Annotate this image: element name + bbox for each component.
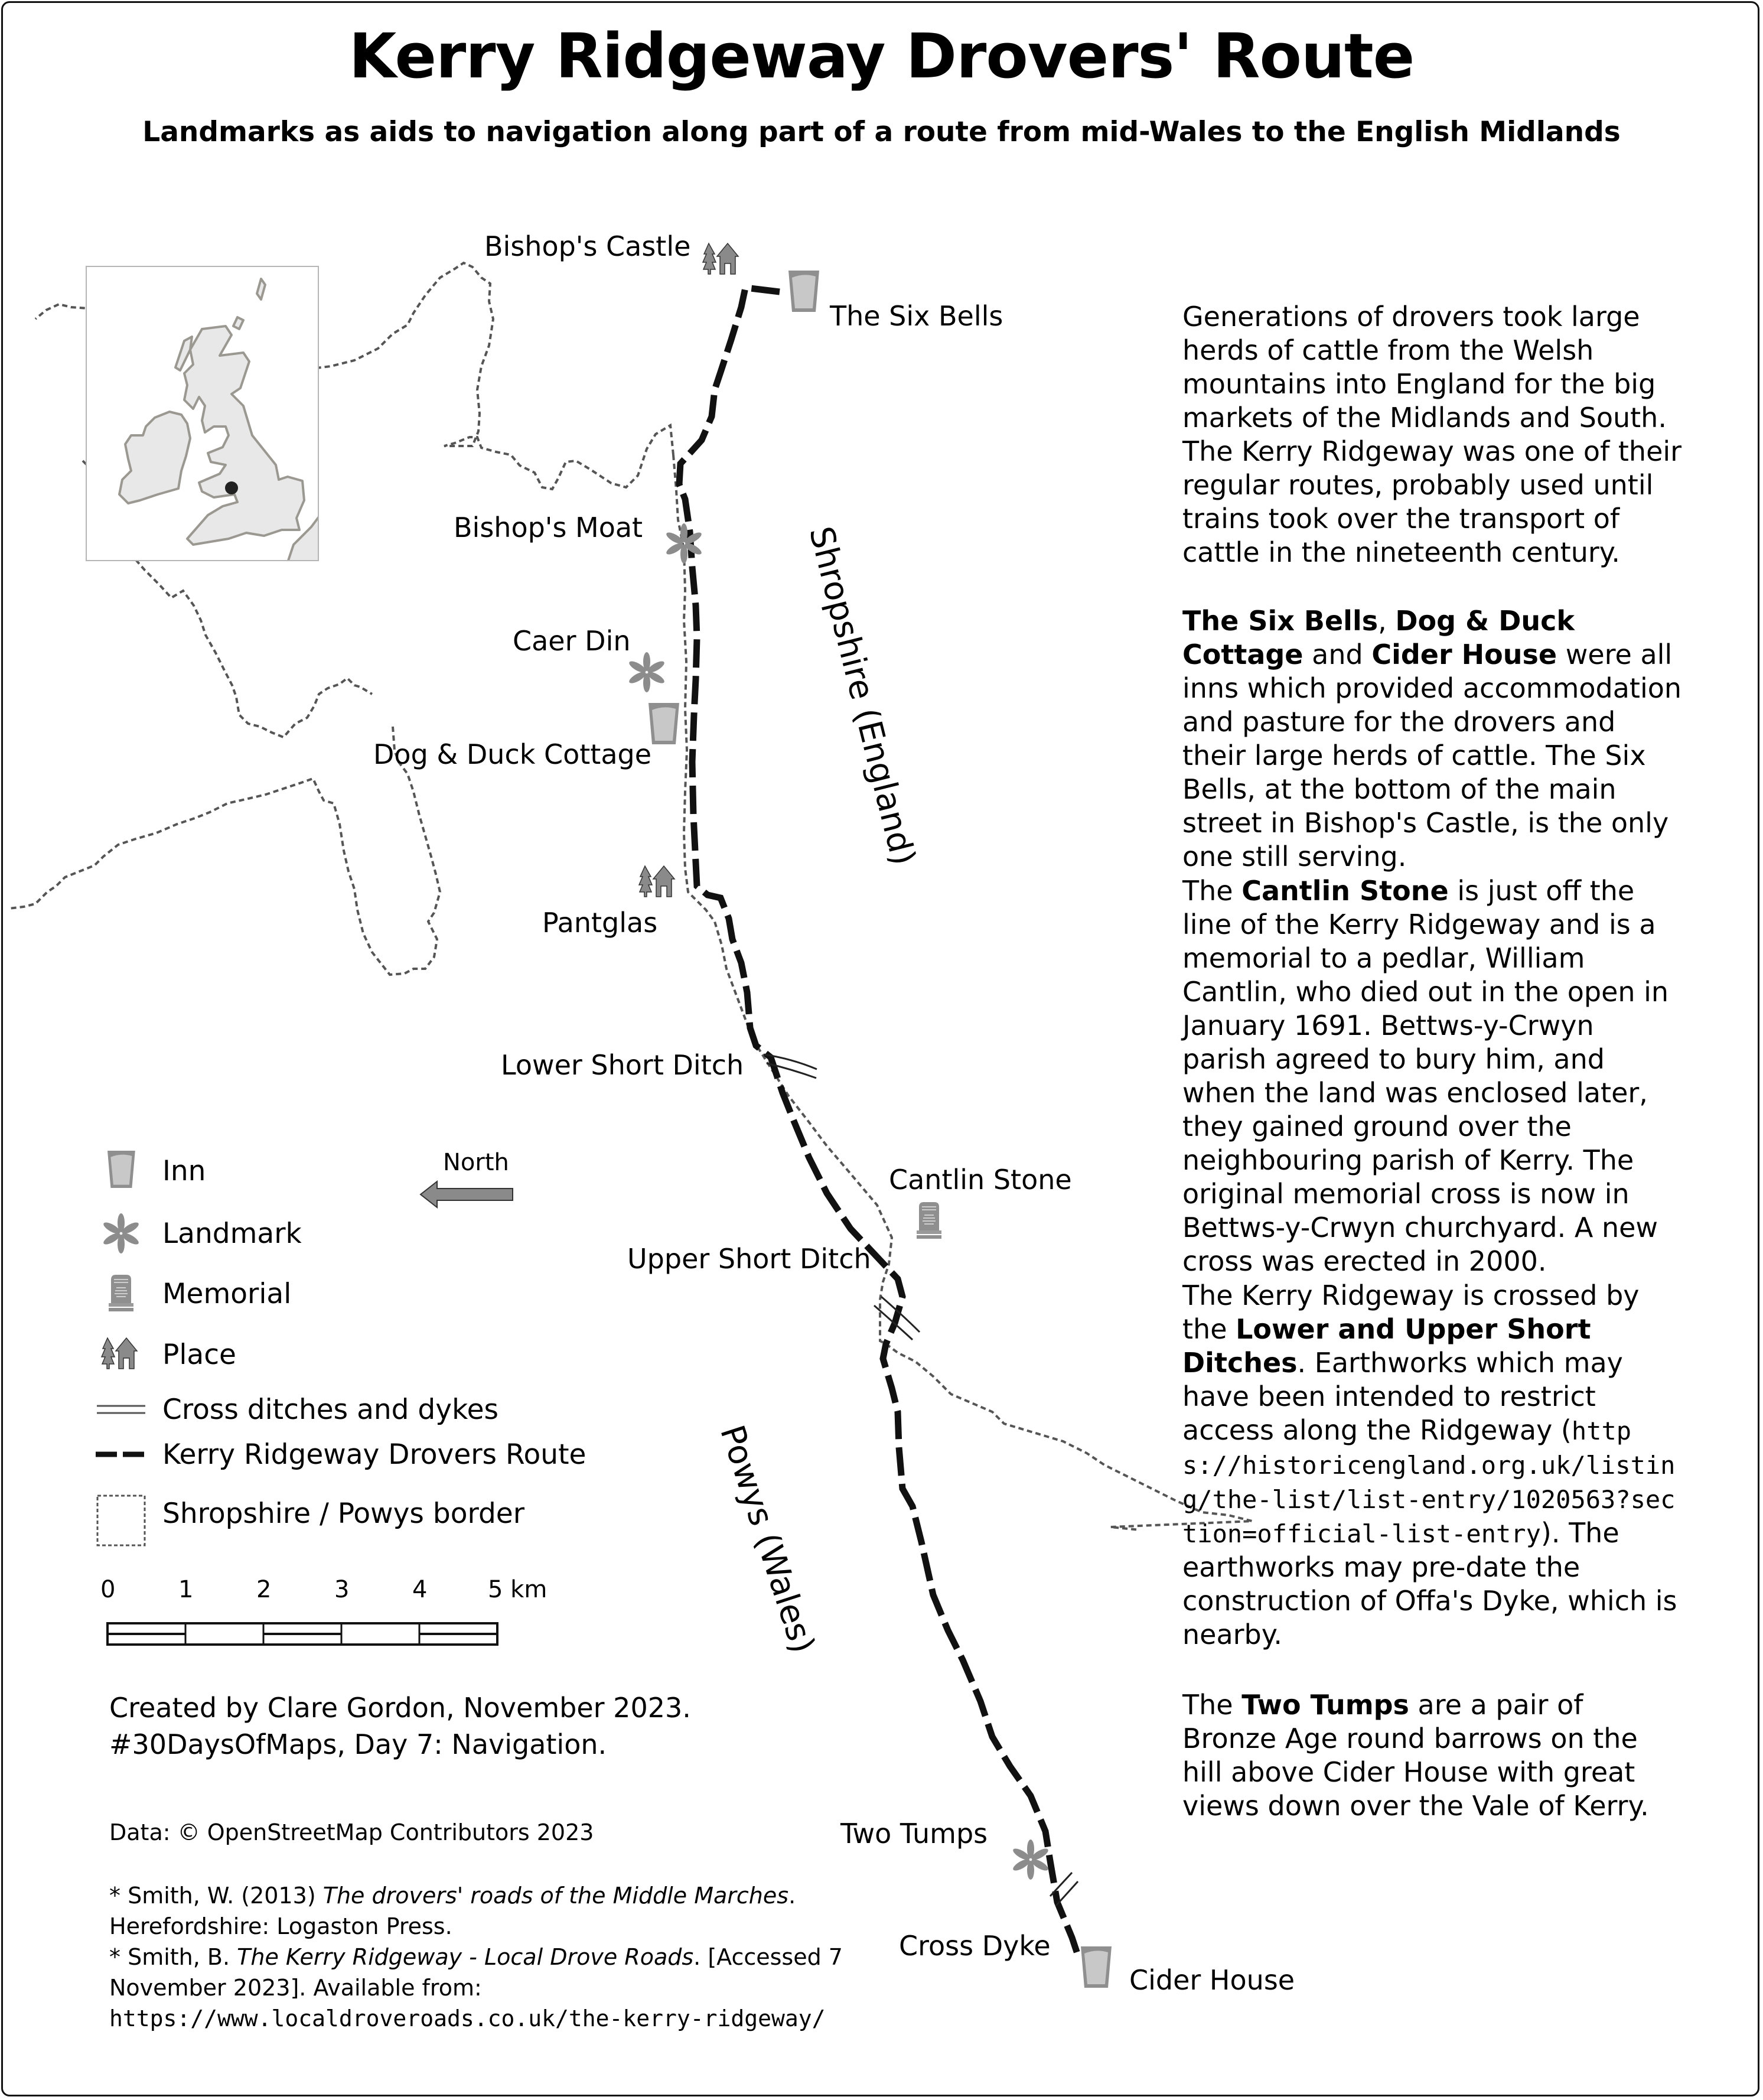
label-pantglas: Pantglas: [542, 907, 658, 939]
narrative-cantlin-stone: The Cantlin Stone is just off the line of the Kerry Ridgeway and is a memorial to a pedlar, William Cantlin, who died out in the open in January 1691. Bettws-y-Crwyn parish agreed to bury him, and when the land was enclosed later, they gained ground over the neighbouring parish of Kerry. The original memorial cross is now in Bettws-y-Crwyn churchyard. A new cross was erected in 2000.: [1182, 875, 1669, 1277]
legend-item-county-border: Shropshire / Powys border: [94, 1490, 524, 1537]
place-icon-bishops-castle: [703, 243, 738, 274]
dotted-box-icon: [94, 1490, 148, 1537]
memorial-icon-cantlin-stone: [917, 1202, 941, 1239]
label-two-tumps: Two Tumps: [840, 1818, 988, 1850]
double-line-icon: [94, 1386, 148, 1433]
north-arrow-icon: [421, 1181, 513, 1207]
label-bishops-castle: Bishop's Castle: [484, 230, 691, 262]
drovers-route-line: [679, 288, 1078, 1955]
credit-author: Created by Clare Gordon, November 2023.: [109, 1692, 691, 1724]
inn-icon-cider-house: [1081, 1946, 1112, 1988]
label-bishops-moat: Bishop's Moat: [454, 512, 643, 543]
narrative-two-tumps: The Two Tumps are a pair of Bronze Age round barrows on the hill above Cider House with great views down over the Vale of Kerry.: [1182, 1689, 1649, 1822]
reference-1: * Smith, W. (2013) The drovers' roads of the Middle Marches.: [109, 1883, 796, 1909]
credits: [109, 1689, 691, 1763]
gravestone-icon: [94, 1270, 148, 1317]
reference-2-url[interactable]: https://www.localdroveroads.co.uk/the-kerry-ridgeway/: [109, 2005, 826, 2031]
scale-bar: [107, 1623, 497, 1645]
inn-icon-dog-and-duck: [649, 703, 679, 744]
label-cross-dyke: Cross Dyke: [899, 1930, 1051, 1962]
legend-item-landmark: Landmark: [94, 1210, 302, 1257]
label-caer-din: Caer Din: [513, 625, 631, 657]
narrative-intro: Generations of drovers took large herds of cattle from the Welsh mountains into England for the big markets of the Midlands and South. The Kerry Ridgeway was one of their regular routes, probably used until trains took over the transport of cattle in the nineteenth century.: [1182, 301, 1682, 568]
inn-icon-six-bells: [788, 271, 819, 312]
reference-2: * Smith, B. The Kerry Ridgeway - Local Drove Roads. [Accessed 7: [109, 1944, 843, 1970]
region-label-shropshire: Shropshire (England): [801, 523, 923, 870]
region-label-powys: Powys (Wales): [712, 1421, 822, 1658]
landmark-icon-two-tumps: [1012, 1839, 1050, 1880]
pint-glass-icon: [94, 1147, 148, 1194]
place-icon-pantglas: [639, 866, 674, 897]
legend-item-cross-ditches: Cross ditches and dykes: [94, 1386, 498, 1433]
map-title: Kerry Ridgeway Drovers' Route: [348, 20, 1415, 92]
inset-locator-map: [86, 266, 319, 561]
legend-item-place: Place: [94, 1331, 236, 1378]
data-attribution: Data: © OpenStreetMap Contributors 2023: [109, 1819, 594, 1845]
north-label: North: [443, 1149, 509, 1176]
label-six-bells: The Six Bells: [830, 300, 1003, 332]
asterisk-petal-icon: [94, 1210, 148, 1257]
map-subtitle: Landmarks as aids to navigation along part of a route from mid-Wales to the English Midlands: [142, 116, 1621, 148]
references: * Smith, W. (2013) The drovers' roads of the Middle Marches. Herefordshire: Logaston Press. * Smith, B. The Kerry Ridgeway - Local Drove Roads. [Accessed 7 November 2023]. Available from: https://www.localdroveroads.co.uk/the-kerry-ridgeway/: [109, 1880, 843, 2034]
dashed-line-icon: [94, 1431, 148, 1478]
label-cider-house: Cider House: [1129, 1964, 1295, 1996]
credit-challenge: #30DaysOfMaps, Day 7: Navigation.: [109, 1728, 607, 1760]
legend-item-memorial: Memorial: [94, 1270, 291, 1317]
landmark-icon-caer-din: [628, 652, 666, 692]
narrative-short-ditches: The Kerry Ridgeway is crossed by the Lower and Upper Short Ditches. Earthworks which may have been intended to restrict access along the Ridgeway (https://historicengland.org.uk/listing/the-list/list-entry/1020563?section=official-list-entry). The earthworks may pre-date the construction of Offa's Dyke, which is nearby.: [1182, 1279, 1677, 1650]
label-dog-and-duck: Dog & Duck Cottage: [373, 738, 652, 770]
label-cantlin-stone: Cantlin Stone: [889, 1164, 1072, 1196]
narrative-inns: The Six Bells, Dog & Duck Cottage and Cider House were all inns which provided accommodation and pasture for the drovers and their large herds of cattle. The Six Bells, at the bottom of the main street in Bishop's Castle, is the only one still serving.: [1182, 605, 1682, 872]
legend-item-inn: Inn: [94, 1147, 206, 1194]
legend-item-drovers-route: Kerry Ridgeway Drovers Route: [94, 1431, 586, 1478]
tree-house-icon: [94, 1331, 148, 1378]
historic-england-link[interactable]: https://historicengland.org.uk/listing/the-list/list-entry/1020563?section=official-list-entry: [1182, 1417, 1676, 1548]
label-lower-short-ditch: Lower Short Ditch: [501, 1049, 744, 1081]
label-upper-short-ditch: Upper Short Ditch: [627, 1243, 871, 1275]
